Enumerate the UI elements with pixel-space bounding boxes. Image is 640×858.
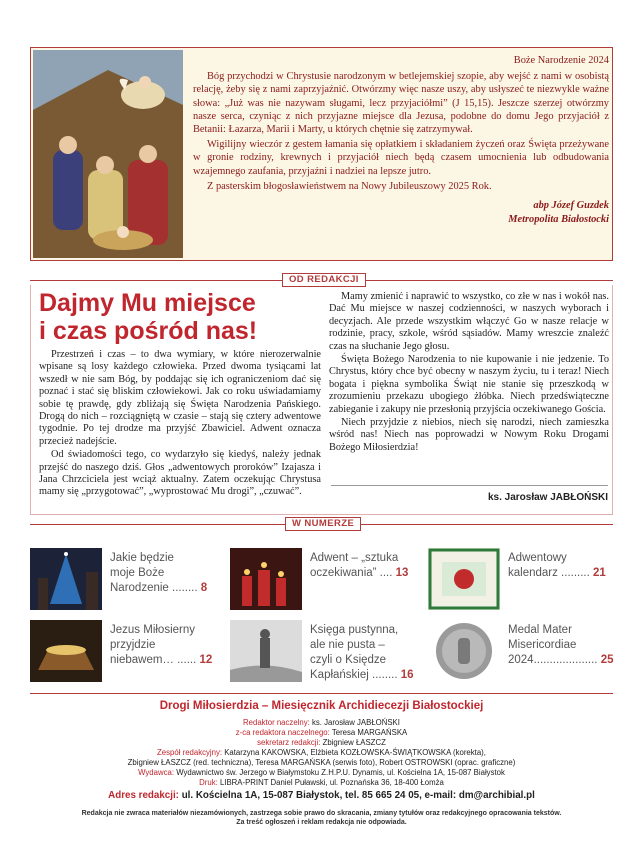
letter-text — [193, 54, 609, 227]
desert-engraving-thumbnail — [230, 620, 302, 682]
contents-item-title: Medal Mater Misericordiae 2024.................... 25 — [508, 624, 614, 666]
editorial-paragraph: Mamy zmienić i naprawić to wszystko, co złe w nas i wokół nas. Dać Mu miejsce w naszej codzienności, w naszych wyborach i decyzjach. Ale przede wszystkim włączyć Go w nasze relacje w rodzinie, pracy, szkole, wśród sąsiadów. Mamy wreszcie znaleźć czas na słuchanie Jego głosu. — [329, 291, 609, 352]
contents-item-title: Jakie będzie moje Boże Narodzenie ........ 8 — [110, 552, 208, 594]
contents-item[interactable] — [30, 620, 220, 682]
editorial-paragraph: Święta Bożego Narodzenia to nie kupowanie i nie jedzenie. To Chrystus, który chce być obecny w naszym życiu, tu i teraz! Niech bogata i piękna symbolika Świąt nie stanie się przeszkodą w zrozumieniu przekazu ubogiego żłóbka. Niech przedświąteczne zabieganie i zakupy nie przesłonią przyjścia oczekiwanego Gościa. — [329, 354, 609, 415]
contents-section-header — [0, 517, 640, 531]
editorial-paragraph: Przestrzeń i czas – to dwa wymiary, w które nierozerwalnie wpisane są losy każdego człowieka. Przed dwoma tysiącami lat wszedł w nie sam Bóg, by poddając się ich ograniczeniom dać się poznać i stać się bliskim człowiekowi. Jak co roku uświadamiamy sobie tę prawdę, gdy zbliżają się Święta Narodzenia Pańskiego. Drogą do nich – rozciągniętą w czasie – stają się cztery adwentowe tygodnie. Po tej drodze ma przyjść Zbawiciel. Adwent oznacza przecież nadejście. — [39, 349, 321, 447]
editorial-section-label: OD REDAKCJI — [282, 273, 366, 287]
letter-heading: Boże Narodzenie 2024 — [513, 55, 609, 66]
page-number: 25 — [600, 654, 614, 666]
contents-item[interactable] — [30, 548, 220, 610]
letter-paragraph: Bóg przychodzi w Chrystusie narodzonym w betlejemskiej szopie, aby wejść z nami w osobistą relację, żeby się z nami zaprzyjaźnić. Otwórzmy więc nasze uszy, aby usłyszeć te niezwykle ważne słowa: „Już was nie nazywam sługami, lecz przyjaciółmi” (J 15,15). Jeszcze szerzej otwórzmy nasze serca, czyniąc z nich przyjazne miejsce dla Jezusa, podobne do domu Jego przyjaciół z Betanii: Łazarza, Marii i Marty, u których chętnie się zatrzymywał. — [193, 71, 609, 136]
contents-item-title: Adwent – „sztuka oczekiwania” .... 13 — [310, 552, 409, 579]
divider — [30, 693, 613, 694]
contents-item[interactable] — [230, 548, 430, 610]
medal-thumbnail — [428, 620, 500, 682]
magazine-title: Drogi Miłosierdzia – Miesięcznik Archidiecezji Białostockiej — [159, 700, 484, 712]
page-number: 13 — [395, 567, 409, 579]
advent-calendar-thumbnail — [428, 548, 500, 610]
contents-item[interactable] — [428, 548, 618, 610]
editorial-title — [39, 289, 339, 345]
contents-item-title: Jezus Miłosierny przyjdzie niebawem… ...... 12 — [110, 624, 213, 666]
bishop-letter-box — [30, 47, 613, 261]
editorial-paragraph: Od świadomości tego, co wydarzyło się kiedyś, należy jednak przejść do naszego dziś. Głos „adwentowych proroków” Izajasza i Jana Chrzciciela jest wciąż aktualny. Zatem oczekując Chrystusa mamy się „przygotować”, „wyprostować Mu drogi”, „czuwać”. — [39, 449, 321, 498]
advent-candles-thumbnail — [230, 548, 302, 610]
christmas-tree-thumbnail — [30, 548, 102, 610]
contents-section-label: W NUMERZE — [285, 517, 361, 531]
letter-signature-role: Metropolita Białostocki — [508, 214, 609, 226]
editorial-title-line: Dajmy Mu miejsce — [39, 289, 256, 317]
editorial-paragraph: Niech przyjdzie z niebios, niech się narodzi, niech zamieszka wśród nas! Niech nas poprowadzi w Nowym Roku Drogami Bożego Miłosierdzia! — [329, 417, 609, 453]
masthead-footer: Drogi Miłosierdzia – Miesięcznik Archidiecezji Białostockiej Redaktor naczelny: ks. Jarosław JABŁOŃSKI z-ca redaktora naczelnego: Teresa MARGAŃSKA sekretarz redakcji: Zbigniew ŁASZCZ Zespół redakcyjny: Katarzyna KAKOWSKA, Elżbieta KOZŁOWSKA-ŚWIĄTKOWSKA (korekta), Zbigniew ŁASZCZ (red. techniczna), Teresa MARGAŃSKA (serwis foto), Robert OSTROWSKI (oprac. graficzne) Wydawca: Wydawnictwo św. Jerzego w Białymstoku Z.H.P.U. Dynamis, ul. Kościelna 1A, 15-087 Białystok Druk: LIBRA-PRINT Daniel Puławski, ul. Poznańska 36, 18-400 Łomża Adres redakcji: ul. Kościelna 1A, 15-087 Białystok, tel. 85 665 24 05, e-mail: dm@archibial.pl Redakcja nie zwraca materiałów niezamówionych, zastrzega sobie prawo do skracania, zmiany tytułów oraz redakcyjnego opracowania tekstów. Za treść ogłoszeń i reklam redakcja nie odpowiada. — [30, 700, 613, 827]
editorial-column-2 — [329, 291, 609, 455]
letter-paragraph: Wigilijny wieczór z gestem łamania się opłatkiem i składaniem życzeń oraz Święta przeżywane w gronie rodziny, krewnych i przyjaciół niech będą czasem umocnienia lub odbudowania wzajemnego zaufania, przyjaźni i nadziei na lepsze jutro. — [193, 139, 609, 177]
contents-item-title: Księga pustynna, ale nie pusta – czyli o Księdze Kapłańskiej ........ 16 — [310, 624, 414, 681]
page-number: 21 — [593, 567, 606, 579]
manger-thumbnail — [30, 620, 102, 682]
page-number: 16 — [400, 669, 414, 681]
contents-item[interactable] — [428, 620, 618, 682]
editorial-title-line: i czas pośród nas! — [39, 317, 258, 345]
letter-paragraph: Z pasterskim błogosławieństwem na Nowy Jubileuszowy 2025 Rok. — [207, 180, 492, 192]
contents-item[interactable] — [230, 620, 430, 682]
nativity-image — [33, 50, 183, 258]
contents-item-title: Adwentowy kalendarz ......... 21 — [508, 552, 606, 579]
editorial-column-1 — [39, 349, 321, 500]
editorial-article — [30, 285, 613, 515]
page-number: 8 — [200, 582, 208, 594]
page-number: 12 — [199, 654, 213, 666]
editorial-signature: ks. Jarosław JABŁOŃSKI — [331, 485, 608, 503]
letter-signature-name: abp Józef Guzdek — [533, 200, 609, 212]
